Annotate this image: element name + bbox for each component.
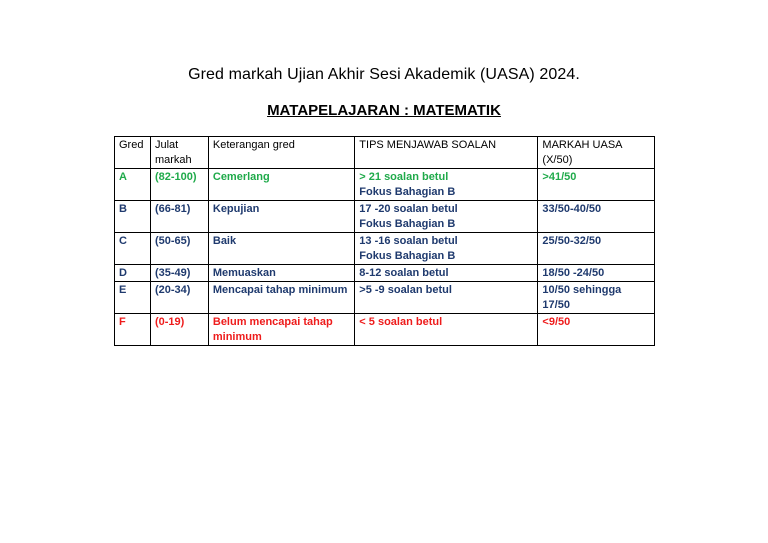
cell-tips bbox=[355, 201, 538, 233]
header-julat-line1: Julat bbox=[154, 139, 179, 151]
cell-markah: 33/50-40/50 bbox=[538, 201, 655, 233]
cell-gred: A bbox=[115, 169, 151, 201]
header-markah-line2: (X/50) bbox=[542, 154, 573, 166]
grade-table-body bbox=[115, 169, 655, 346]
header-tips: TIPS MENJAWAB SOALAN bbox=[355, 137, 538, 169]
cell-markah: 18/50 -24/50 bbox=[538, 265, 655, 282]
table-row bbox=[115, 233, 655, 265]
cell-julat: (50-65) bbox=[150, 233, 208, 265]
header-julat-line2: markah bbox=[154, 154, 192, 166]
subject-title: MATAPELAJARAN : MATEMATIK bbox=[267, 102, 501, 119]
tips-text: < 5 soalan betul bbox=[359, 316, 443, 328]
tips-text: > 21 soalan betul bbox=[359, 171, 449, 183]
cell-keterangan: Mencapai tahap minimum bbox=[208, 282, 354, 314]
table-row bbox=[115, 282, 655, 314]
header-gred: Gred bbox=[115, 137, 151, 169]
cell-julat: (0-19) bbox=[150, 314, 208, 346]
cell-julat: (82-100) bbox=[150, 169, 208, 201]
cell-keterangan: Memuaskan bbox=[208, 265, 354, 282]
table-row bbox=[115, 265, 655, 282]
cell-gred: D bbox=[115, 265, 151, 282]
cell-markah: >41/50 bbox=[538, 169, 655, 201]
page-title: Gred markah Ujian Akhir Sesi Akademik (UASA) 2024. bbox=[188, 66, 580, 83]
tips-text: 13 -16 soalan betul bbox=[359, 235, 458, 247]
table-header-row bbox=[115, 137, 655, 169]
cell-markah: <9/50 bbox=[538, 314, 655, 346]
tips-text: 17 -20 soalan betul bbox=[359, 203, 458, 215]
cell-gred: C bbox=[115, 233, 151, 265]
tips-focus-text: Fokus Bahagian B bbox=[359, 218, 456, 230]
header-markah bbox=[538, 137, 655, 169]
cell-gred: F bbox=[115, 314, 151, 346]
cell-keterangan: Kepujian bbox=[208, 201, 354, 233]
cell-tips bbox=[355, 265, 538, 282]
table-row bbox=[115, 201, 655, 233]
cell-gred: B bbox=[115, 201, 151, 233]
cell-markah: 25/50-32/50 bbox=[538, 233, 655, 265]
table-row bbox=[115, 314, 655, 346]
header-julat bbox=[150, 137, 208, 169]
cell-keterangan: Baik bbox=[208, 233, 354, 265]
header-keterangan: Keterangan gred bbox=[208, 137, 354, 169]
cell-tips bbox=[355, 282, 538, 314]
cell-keterangan: Cemerlang bbox=[208, 169, 354, 201]
table-row bbox=[115, 169, 655, 201]
cell-gred: E bbox=[115, 282, 151, 314]
tips-focus-text: Fokus Bahagian B bbox=[359, 250, 456, 262]
cell-julat: (35-49) bbox=[150, 265, 208, 282]
cell-tips bbox=[355, 314, 538, 346]
tips-text: 8-12 soalan betul bbox=[359, 267, 449, 279]
tips-text: >5 -9 soalan betul bbox=[359, 284, 452, 296]
cell-tips bbox=[355, 233, 538, 265]
cell-tips bbox=[355, 169, 538, 201]
cell-markah: 10/50 sehingga 17/50 bbox=[538, 282, 655, 314]
tips-focus-text: Fokus Bahagian B bbox=[359, 186, 456, 198]
cell-keterangan: Belum mencapai tahap minimum bbox=[208, 314, 354, 346]
grade-table bbox=[114, 136, 655, 346]
header-markah-line1: MARKAH UASA bbox=[542, 139, 623, 151]
cell-julat: (66-81) bbox=[150, 201, 208, 233]
cell-julat: (20-34) bbox=[150, 282, 208, 314]
